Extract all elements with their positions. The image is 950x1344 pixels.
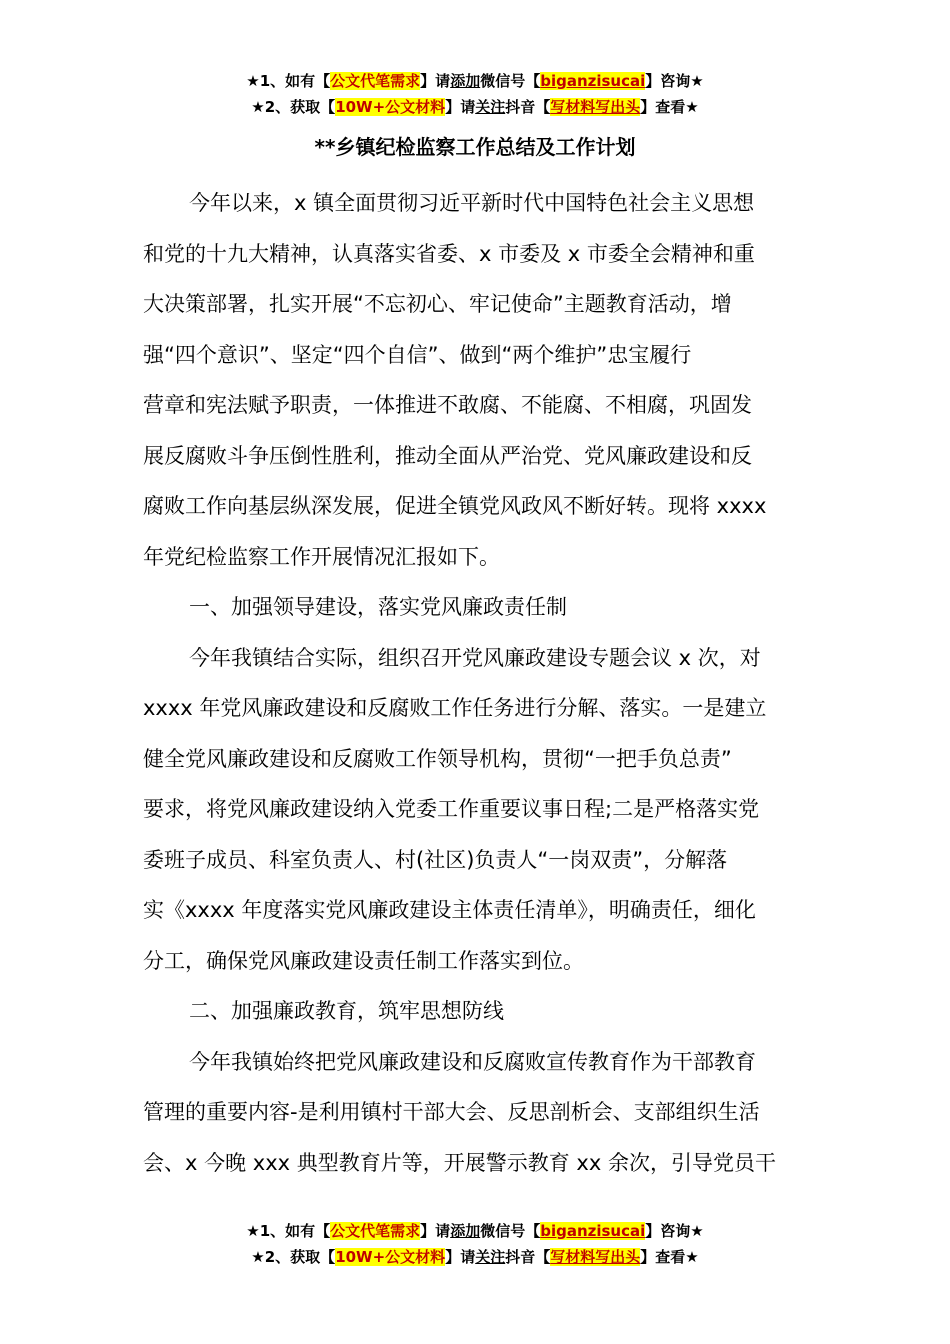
text-line: 今年以来，x 镇全面贯彻习近平新时代中国特色社会主义思想 <box>189 191 755 215</box>
text-line: 营章和宪法赋予职责，一体推进不敢腐、不能腐、不相腐，巩固发 <box>143 393 752 417</box>
promo-text: 】咨询★ <box>645 1222 704 1240</box>
promo-text: 】请 <box>420 72 451 90</box>
promo-text: 】请 <box>420 1222 451 1240</box>
section-heading: 二、加强廉政教育，筑牢思想防线 <box>189 999 504 1023</box>
document-body <box>143 178 807 1188</box>
promo-line-1 <box>0 1218 950 1244</box>
promo-line-1 <box>0 68 950 94</box>
promo-text: 微信号【 <box>480 72 541 90</box>
promo-highlight: biganzisucai <box>540 1222 646 1240</box>
text-line: 要求，将党风廉政建设纳入党委工作重要议事日程;二是严格落实党 <box>143 797 760 821</box>
promo-footer <box>0 1218 950 1270</box>
promo-underline: 关注 <box>475 98 506 116</box>
promo-text: 】查看★ <box>640 98 699 116</box>
text-line: 健全党风廉政建设和反腐败工作领导机构，贯彻“一把手负总责” <box>143 746 732 771</box>
document-title: **乡镇纪检监察工作总结及工作计划 <box>314 135 636 159</box>
promo-text: 】请 <box>445 1248 476 1266</box>
promo-line-2 <box>0 94 950 120</box>
text-line: 今年我镇结合实际，组织召开党风廉政建设专题会议 x 次，对 <box>189 645 761 670</box>
promo-text: 】咨询★ <box>645 72 704 90</box>
text-line: 年党纪检监察工作开展情况汇报如下。 <box>143 544 500 569</box>
promo-header <box>0 68 950 120</box>
promo-highlight: 公文代笔需求 <box>330 72 421 90</box>
text-line: 展反腐败斗争压倒性胜利，推动全面从严治党、党风廉政建设和反 <box>143 443 752 468</box>
promo-highlight: 10W+公文材料 <box>335 1248 446 1266</box>
promo-text: ★1、如有【 <box>246 1222 331 1240</box>
text-line: 和党的十九大精神，认真落实省委、x 市委及 x 市委全会精神和重 <box>143 241 755 266</box>
promo-text: ★2、获取【 <box>251 98 336 116</box>
promo-underline: 关注 <box>475 1248 506 1266</box>
text-line: 会、x 今晚 xxx 典型教育片等，开展警示教育 xx 余次，引导党员干 <box>143 1150 776 1175</box>
text-line: 今年我镇始终把党风廉政建设和反腐败宣传教育作为干部教育 <box>189 1049 756 1074</box>
promo-highlight: 公文代笔需求 <box>330 1222 421 1240</box>
promo-underline: 添加 <box>450 1222 481 1240</box>
promo-highlight: 写材料写出头 <box>550 1248 641 1266</box>
promo-text: 抖音【 <box>505 1248 551 1266</box>
text-line: 强“四个意识”、坚定“四个自信”、做到“两个维护”忠宝履行 <box>143 342 692 367</box>
promo-text: 抖音【 <box>505 98 551 116</box>
promo-highlight: biganzisucai <box>540 72 646 90</box>
promo-highlight: 写材料写出头 <box>550 98 641 116</box>
text-line: xxxx 年党风廉政建设和反腐败工作任务进行分解、落实。一是建立 <box>143 696 767 720</box>
promo-text: 】查看★ <box>640 1248 699 1266</box>
promo-highlight: 10W+公文材料 <box>335 98 446 116</box>
text-line: 大决策部署，扎实开展“不忘初心、牢记使命”主题教育活动，增 <box>143 292 732 316</box>
section-heading: 一、加强领导建设，落实党风廉政责任制 <box>189 595 567 619</box>
promo-text: ★2、获取【 <box>251 1248 336 1266</box>
promo-text: 微信号【 <box>480 1222 541 1240</box>
text-line: 腐败工作向基层纵深发展，促进全镇党风政风不断好转。现将 xxxx <box>143 494 767 518</box>
promo-underline: 添加 <box>450 72 481 90</box>
text-line: 分工，确保党风廉政建设责任制工作落实到位。 <box>143 948 584 973</box>
text-line: 管理的重要内容-是利用镇村干部大会、反思剖析会、支部组织生活 <box>143 1100 760 1124</box>
promo-text: 】请 <box>445 98 476 116</box>
text-line: 实《xxxx 年度落实党风廉政建设主体责任清单》，明确责任，细化 <box>143 898 756 922</box>
text-line: 委班子成员、科室负责人、村(社区)负责人“一岗双责”，分解落 <box>143 847 728 872</box>
promo-text: ★1、如有【 <box>246 72 331 90</box>
promo-line-2 <box>0 1244 950 1270</box>
